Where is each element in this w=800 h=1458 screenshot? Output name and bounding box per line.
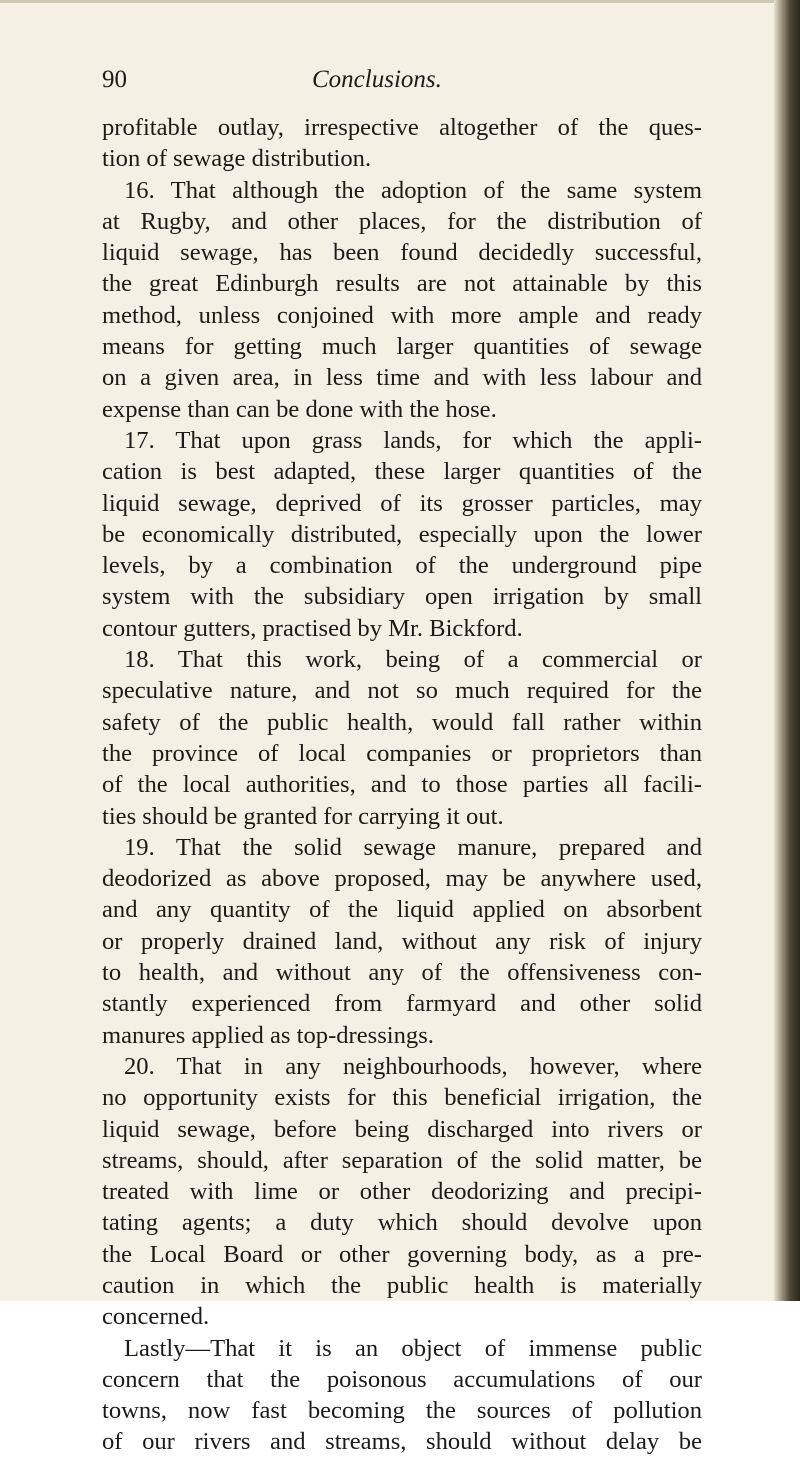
page-number: 90 (102, 66, 127, 93)
book-binding-edge (774, 0, 800, 1301)
text-line: stantly experienced from farmyard and other solid (102, 990, 702, 1018)
text-line: concern that the poisonous accumulations of our (102, 1365, 702, 1393)
text-line: and any quantity of the liquid applied on absorbent (102, 896, 702, 924)
text-line: at Rugby, and other places, for the distribution of (102, 207, 702, 235)
text-line: of the local authorities, and to those parties all facili- (102, 771, 702, 799)
text-line: 16. That although the adoption of the same system (124, 176, 702, 204)
text-line: tating agents; a duty which should devolve upon (102, 1209, 702, 1237)
text-line: 17. That upon grass lands, for which the appli- (124, 426, 702, 454)
text-line: system with the subsidiary open irrigation by small (102, 583, 702, 611)
text-line: the Local Board or other governing body, as a pre- (102, 1240, 702, 1268)
text-line: streams, should, after separation of the solid matter, be (102, 1146, 702, 1174)
text-line: treated with lime or other deodorizing and precipi- (102, 1178, 702, 1206)
text-line: liquid sewage, deprived of its grosser particles, may (102, 489, 702, 517)
text-line: no opportunity exists for this beneficial irrigation, the (102, 1084, 702, 1112)
text-line: the great Edinburgh results are not attainable by this (102, 270, 702, 298)
text-line: speculative nature, and not so much required for the (102, 677, 702, 705)
text-line: expense than can be done with the hose. (102, 395, 497, 423)
text-line: 18. That this work, being of a commercial or (124, 646, 702, 674)
text-line: profitable outlay, irrespective altogether of the ques- (102, 114, 702, 141)
text-line: ties should be granted for carrying it out. (102, 802, 504, 830)
text-line: 19. That the solid sewage manure, prepared and (124, 833, 702, 861)
text-line: concerned. (102, 1303, 210, 1331)
text-line: cation is best adapted, these larger quantities of the (102, 458, 702, 486)
running-head: Conclusions. (312, 66, 442, 93)
text-line: 20. That in any neighbourhoods, however, where (124, 1052, 702, 1080)
text-line: Lastly—That it is an object of immense public (124, 1334, 702, 1362)
text-line: liquid sewage, has been found decidedly successful, (102, 239, 702, 267)
text-line: means for getting much larger quantities of sewage (102, 333, 702, 361)
text-line: or properly drained land, without any risk of injury (102, 927, 702, 955)
text-line: to health, and without any of the offensiveness con- (102, 959, 702, 987)
text-line: the province of local companies or proprietors than (102, 739, 702, 767)
text-line: contour gutters, practised by Mr. Bickford. (102, 614, 523, 642)
text-line: on a given area, in less time and with less labour and (102, 364, 702, 392)
text-line: deodorized as above proposed, may be anywhere used, (102, 865, 702, 893)
body-text (102, 112, 702, 1458)
text-line: levels, by a combination of the underground pipe (102, 552, 702, 580)
text-line: of our rivers and streams, should without delay be (102, 1428, 702, 1456)
text-line: be economically distributed, especially upon the lower (102, 520, 702, 548)
text-line: caution in which the public health is materially (102, 1271, 702, 1299)
text-line: safety of the public health, would fall rather within (102, 708, 702, 736)
text-line: liquid sewage, before being discharged into rivers or (102, 1115, 702, 1143)
page-top-edge (0, 0, 800, 3)
text-line: method, unless conjoined with more ample and ready (102, 301, 702, 329)
text-line: manures applied as top-dressings. (102, 1021, 434, 1049)
text-line: tion of sewage distribution. (102, 145, 372, 173)
page-header (102, 66, 702, 102)
text-line: towns, now fast becoming the sources of pollution (102, 1397, 702, 1425)
